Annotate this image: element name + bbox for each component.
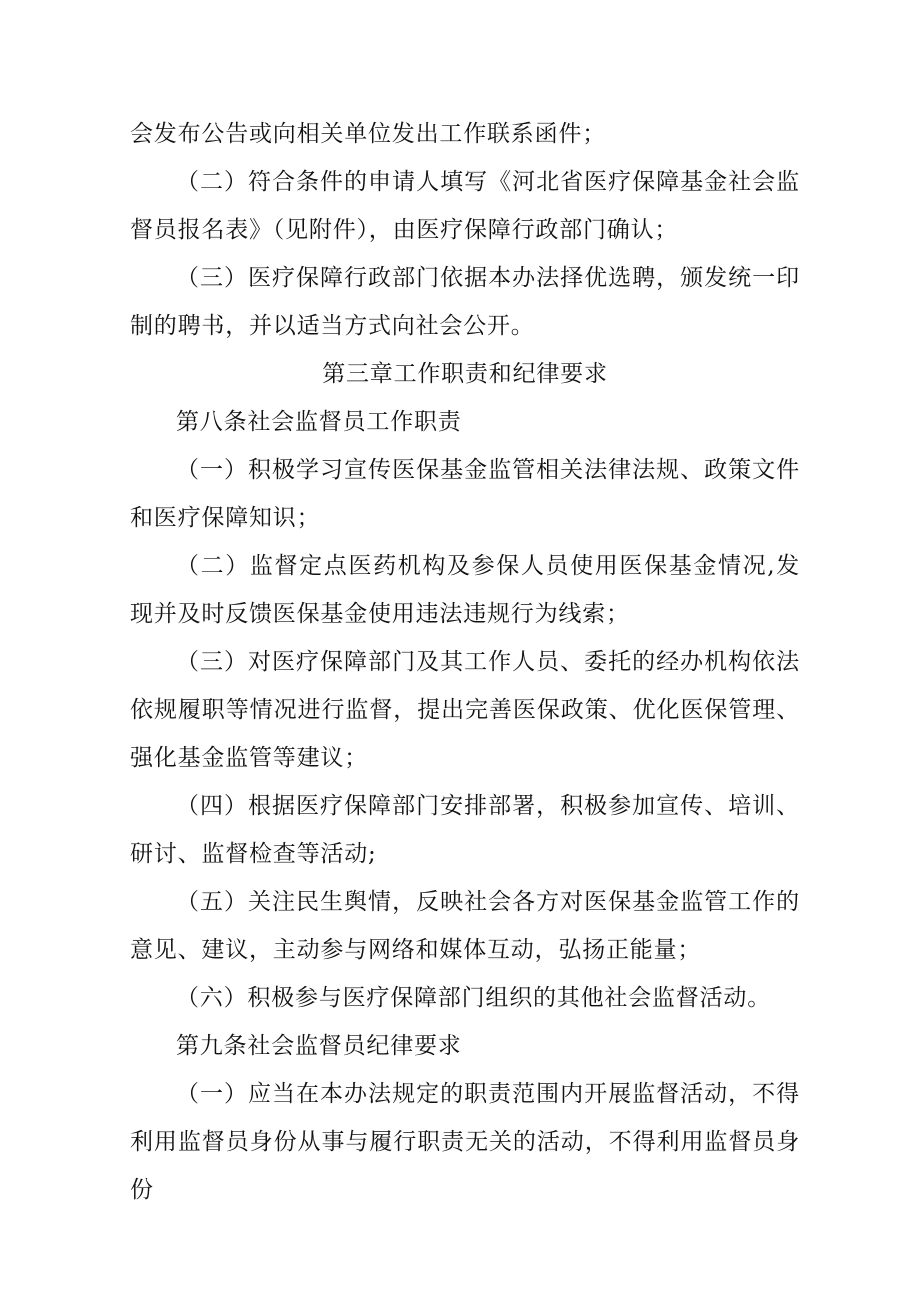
- paragraph-continuation: 会发布公告或向相关单位发出工作联系函件；: [130, 121, 606, 147]
- discipline-item-1: （一）应当在本办法规定的职责范围内开展监督活动，不得利用监督员身份从事与履行职责无关的活动，不得利用监督员身份: [130, 1081, 800, 1203]
- article-9-title: 第九条社会监督员纪律要求: [176, 1033, 462, 1059]
- duty-item-5: （五）关注民生舆情，反映社会各方对医保基金监管工作的意见、建议，主动参与网络和媒体互动，弘扬正能量；: [130, 889, 800, 963]
- list-item-3: （三）医疗保障行政部门依据本办法择优选聘，颁发统一印制的聘书，并以适当方式向社会公开。: [130, 265, 800, 339]
- article-8-title: 第八条社会监督员工作职责: [176, 409, 462, 435]
- duty-item-4: （四）根据医疗保障部门安排部署，积极参加宣传、培训、研讨、监督检查等活动;: [130, 793, 800, 867]
- list-item-2: （二）符合条件的申请人填写《河北省医疗保障基金社会监督员报名表》（见附件），由医疗保障行政部门确认；: [130, 169, 800, 243]
- duty-item-1: （一）积极学习宣传医保基金监管相关法律法规、政策文件和医疗保障知识；: [130, 457, 800, 531]
- chapter-heading: 第三章工作职责和纪律要求: [322, 361, 608, 387]
- duty-item-6: （六）积极参与医疗保障部门组织的其他社会监督活动。: [176, 985, 771, 1011]
- document-body: [130, 110, 800, 1214]
- duty-item-3: （三）对医疗保障部门及其工作人员、委托的经办机构依法依规履职等情况进行监督，提出完善医保政策、优化医保管理、强化基金监管等建议；: [130, 649, 800, 771]
- duty-item-2: （二）监督定点医药机构及参保人员使用医保基金情况,发现并及时反馈医保基金使用违法违规行为线索；: [130, 553, 800, 627]
